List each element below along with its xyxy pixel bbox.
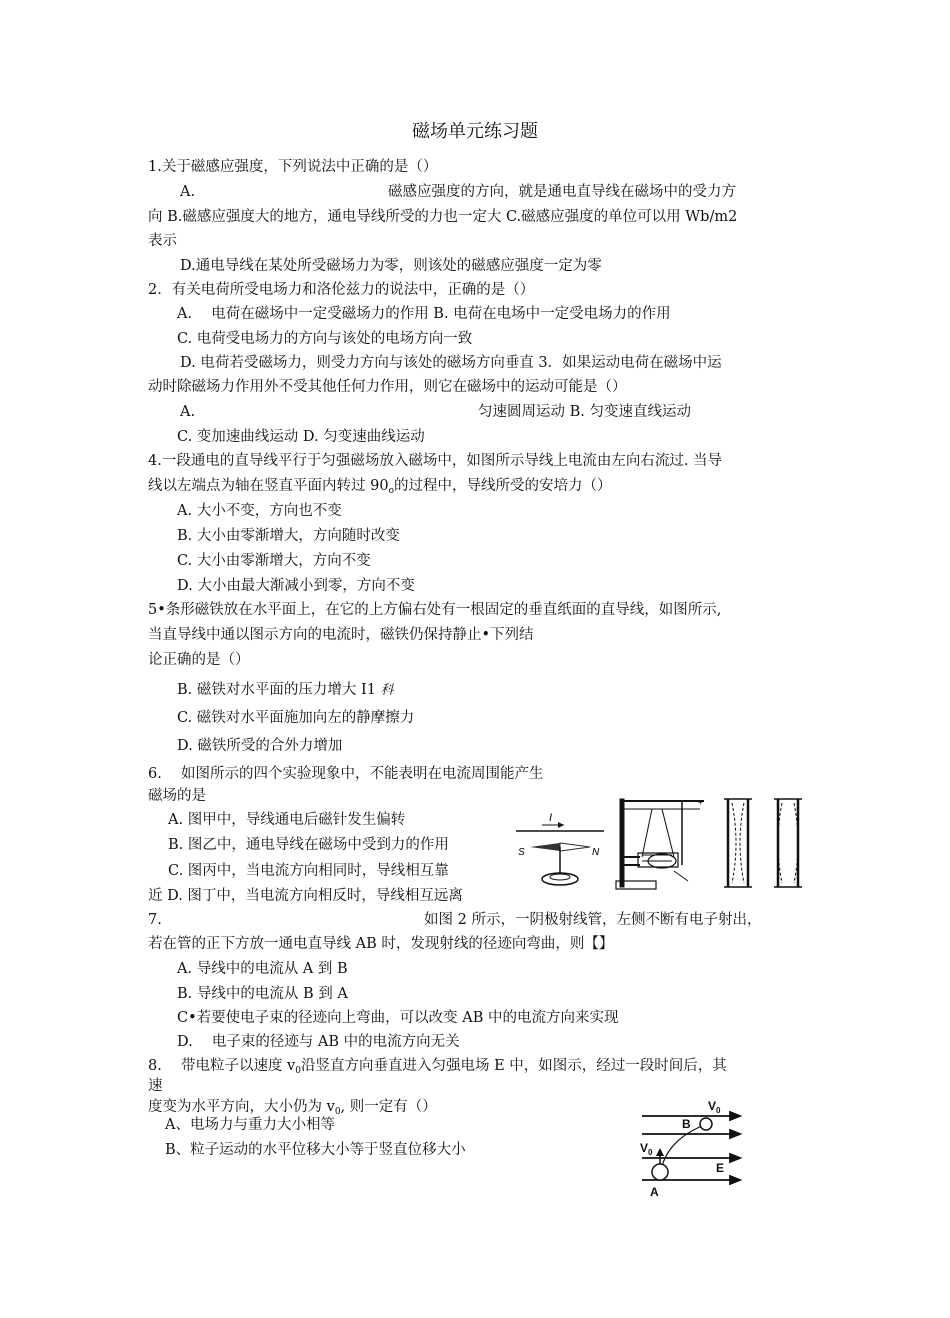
q7-option-d: D. 电子束的径迹与 AB 中的电流方向无关: [177, 1034, 460, 1050]
q2-options-ab: A. 电荷在磁场中一定受磁场力的作用 B. 电荷在电场中一定受电场力的作用: [177, 306, 671, 322]
q4-option-b: B. 大小由零渐增大，方向随时改变: [177, 528, 400, 544]
svg-text:S: S: [518, 847, 525, 858]
q1-stem: 1.关于磁感应强度，下列说法中正确的是（）: [148, 159, 438, 175]
q6-option-d: 近 D. 图丁中，当电流方向相反时，导线相互远离: [148, 888, 463, 904]
q6-stem-2: 磁场的是: [148, 788, 206, 804]
q5-option-d: D. 磁铁所受的合外力增加: [177, 738, 343, 754]
q7-option-c: C•若要使电子束的径迹向上弯曲，可以改变 AB 中的电流方向来实现: [177, 1010, 619, 1026]
q6-option-c: C. 图丙中，当电流方向相同时，导线相互靠: [168, 863, 449, 879]
q5-stem-2: 当直导线中通以图示方向的电流时，磁铁仍保持静止•下列结: [148, 627, 534, 643]
q1-line2: 向 B.磁感应强度大的地方，通电导线所受的力也一定大 C.磁感应强度的单位可以用 Wb/m2: [148, 209, 738, 225]
q6-option-a: A. 图甲中，导线通电后磁针发生偏转: [168, 812, 406, 828]
q1-option-a-text: 磁感应强度的方向，就是通电直导线在磁场中的受力方: [388, 184, 736, 200]
q4-option-c: C. 大小由零渐增大，方向不变: [177, 553, 371, 569]
svg-text:0: 0: [716, 1106, 721, 1115]
q7-stem-2: 若在管的正下方放一通电直导线 AB 时，发现射线的径迹向弯曲，则【】: [148, 936, 614, 952]
q7-stem-1: 如图 2 所示，一阴极射线管，左侧不断有电子射出，: [424, 912, 762, 928]
q1-line3: 表示: [148, 233, 177, 249]
q3-option-a-label: A.: [180, 404, 196, 420]
svg-text:V: V: [640, 1141, 649, 1155]
q4-stem-1: 4.一段通电的直导线平行于匀强磁场放入磁场中，如图所示导线上电流由左向右流过. 当导: [148, 453, 723, 469]
q2-option-c: C. 电荷受电场力的方向与该处的电场方向一致: [177, 331, 473, 347]
svg-text:A: A: [650, 1185, 659, 1199]
q1-option-a-label: A.: [180, 184, 196, 200]
q7-option-a: A. 导线中的电流从 A 到 B: [177, 961, 348, 977]
q4-stem-2: 线以左端点为轴在竖直平面内转过 $90_o$的过程中，导线所受的安培力（）: [148, 478, 612, 496]
q1-option-d: D.通电导线在某处所受磁场力为零，则该处的磁感应强度一定为零: [180, 258, 602, 274]
figure-ding-wires: [774, 799, 802, 887]
q7-option-b: B. 导线中的电流从 B 到 A: [177, 986, 348, 1002]
svg-text:0: 0: [648, 1148, 653, 1157]
q5-stem-1: 5•条形磁铁放在水平面上，在它的上方偏右处有一根固定的垂直纸面的直导线，如图所示,: [148, 602, 722, 618]
figure-jia-compass: [516, 812, 604, 885]
q8-stem-1: 8. 带电粒子以速度 $v_0$沿竖直方向垂直进入匀强电场 E 中，如图示，经过一段时间后，其: [148, 1058, 727, 1076]
q5-stem-3: 论正确的是（）: [148, 652, 250, 668]
q4-option-d: D. 大小由最大渐减小到零，方向不变: [177, 578, 415, 594]
q3-options-cd: C. 变加速曲线运动 D. 匀变速曲线运动: [177, 429, 425, 445]
q5-option-b: B. 磁铁对水平面的压力增大 I1 科: [177, 682, 394, 698]
q4-option-a: A. 大小不变，方向也不变: [177, 503, 342, 519]
svg-text:N: N: [592, 847, 600, 858]
q6-stem-1: 6. 如图所示的四个实验现象中，不能表明在电流周围能产生: [148, 766, 544, 782]
q7-number: 7.: [148, 912, 162, 928]
q8-option-a: A、电场力与重力大小相等: [165, 1117, 335, 1133]
q2-stem: 2．有关电荷所受电场力和洛伦兹力的说法中，正确的是（）: [148, 282, 535, 298]
q8-stem-2: 速: [148, 1078, 163, 1094]
q8-stem-3: 度变为水平方向，大小仍为 $v_0$, 则一定有（）: [148, 1099, 437, 1117]
q6-option-b: B. 图乙中，通电导线在磁场中受到力的作用: [168, 837, 449, 853]
q3-option-a-text: 匀速圆周运动 B. 匀变速直线运动: [478, 404, 691, 420]
svg-text:+: +: [698, 798, 703, 807]
svg-text:I: I: [549, 812, 553, 824]
svg-text:E: E: [716, 1161, 725, 1175]
q6-figures: [512, 795, 812, 895]
q5-option-c: C. 磁铁对水平面施加向左的静摩擦力: [177, 710, 415, 726]
figure-yi-frame: [616, 798, 704, 889]
q8-field-diagram: [636, 1098, 746, 1200]
q8-option-b: B、粒子运动的水平位移大小等于竖直位移大小: [165, 1142, 466, 1158]
figure-bing-wires: [724, 799, 752, 887]
svg-text:V: V: [708, 1099, 717, 1113]
q2-option-d: D. 电荷若受磁场力，则受力方向与该处的磁场方向垂直 3．如果运动电荷在磁场中运: [180, 355, 722, 371]
page-title: 磁场单元练习题: [412, 121, 538, 142]
q3-stem-cont: 动时除磁场力作用外不受其他任何力作用，则它在磁场中的运动可能是（）: [148, 379, 627, 395]
svg-text:B: B: [682, 1117, 691, 1131]
